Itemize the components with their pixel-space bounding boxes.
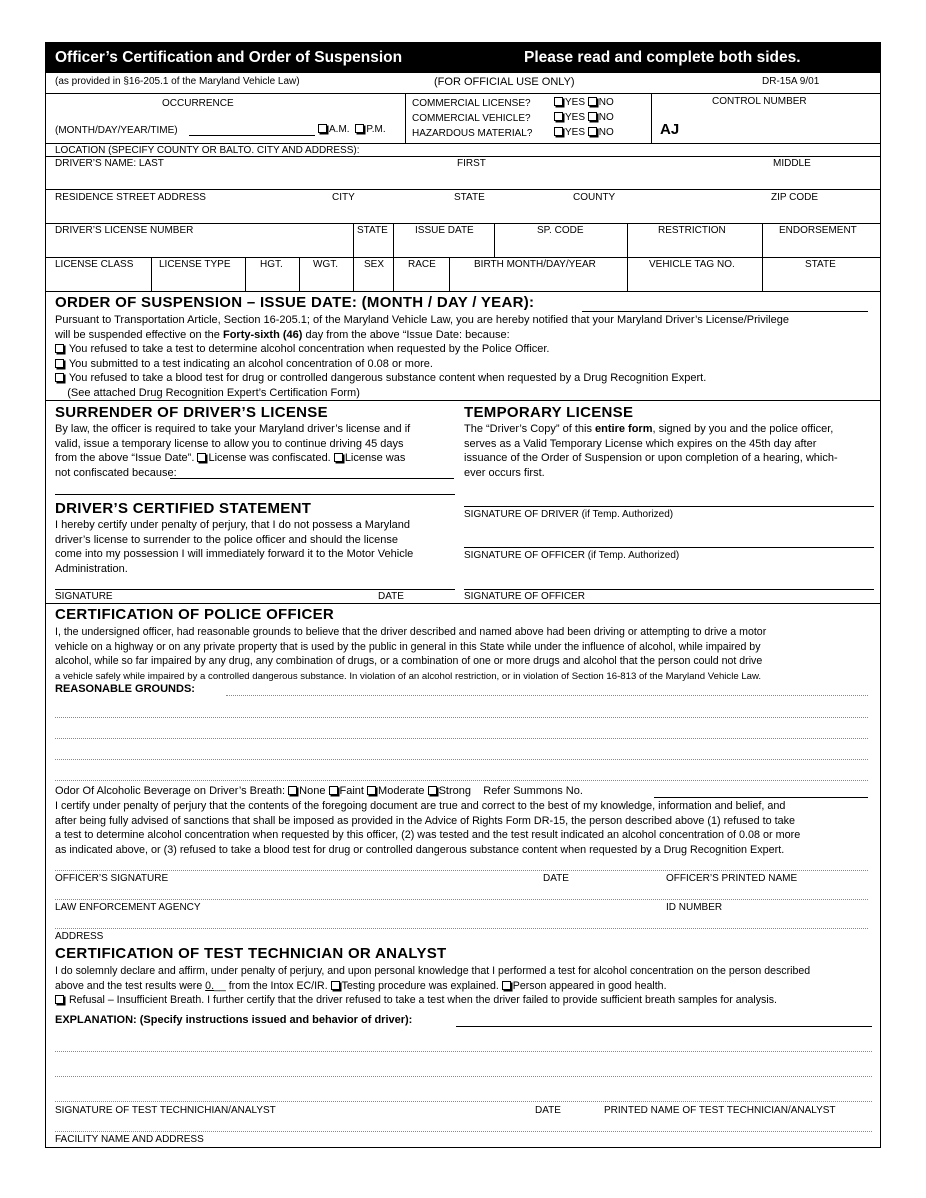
driver-middle-name-label: MIDDLE <box>773 158 811 169</box>
refused-test-option: You refused to take a test to determine alcohol concentration when requested by the Police Officer. <box>68 343 550 355</box>
location-label: LOCATION (SPECIFY COUNTY OR BALTO. CITY AND ADDRESS): <box>55 145 360 156</box>
suspension-form <box>45 42 881 1148</box>
driver-statement-text: I hereby certify under penalty of perjury, that I do not possess a Maryland driver’s license to surrender to the police officer and should the license come into my possession I will immediately forward it to the Motor Vehicle Administration. <box>55 519 414 575</box>
not-confiscated-reason-field[interactable] <box>170 478 454 479</box>
commercial-vehicle-label: COMMERCIAL VEHICLE? <box>412 113 531 124</box>
restriction-label: RESTRICTION <box>658 225 726 236</box>
officer-printed-name-label: OFFICER’S PRINTED NAME <box>666 873 798 884</box>
temporary-license-text: The “Driver’s Copy” of this entire form, signed by you and the police officer, serves as a Valid Temporary License which expires on the 45th day after issuance of the Order of Suspension or upon completion of a hearing, which- ever occurs first. <box>464 423 838 479</box>
occurrence-datetime-label: (MONTH/DAY/YEAR/TIME) <box>55 125 178 136</box>
checkbox-icon[interactable] <box>331 981 340 990</box>
pm-label: P.M. <box>366 124 386 135</box>
license-state-label: STATE <box>357 225 388 236</box>
surrender-text: By law, the officer is required to take your Maryland driver’s license and if valid, issue a temporary license to allow you to continue driving 45 days from the above “Issue Date”. License was confiscated. License was not confiscated because: <box>55 423 411 479</box>
checkbox-icon[interactable] <box>288 786 297 795</box>
checkbox-icon[interactable] <box>55 373 64 382</box>
issue-date-field[interactable] <box>582 311 868 312</box>
checkbox-icon[interactable] <box>588 127 597 136</box>
driver-first-name-label: FIRST <box>457 158 486 169</box>
checkbox-icon[interactable] <box>355 124 364 133</box>
reasonable-grounds-line[interactable] <box>55 717 868 718</box>
birth-date-label: BIRTH MONTH/DAY/YEAR <box>474 259 596 270</box>
sp-code-label: SP. CODE <box>537 225 584 236</box>
checkbox-icon[interactable] <box>197 453 206 462</box>
technician-certification-text: I do solemnly declare and affirm, under penalty of perjury, and upon personal knowledge that I performed a test for alcohol concentration on the person described above and the test results were 0.__ from the Intox EC/IR. Testing procedure was explained. Person appeared in good health. Refusal – Insufficient Breath. I further certify that the driver refused to take a test when the driver failed to provide sufficient breath samples for analysis. <box>55 965 811 1006</box>
agency-label: LAW ENFORCEMENT AGENCY <box>55 902 201 913</box>
address-label: ADDRESS <box>55 931 104 942</box>
license-class-label: LICENSE CLASS <box>55 259 134 270</box>
driver-statement-signature-line[interactable] <box>55 589 455 590</box>
officer-perjury-certification: I certify under penalty of perjury that the contents of the foregoing document are true and correct to the best of my knowledge, information and belief, and after being fully advised of sanctions that shall be imposed as provided in the Advice of Rights Form DR-15, the person described above (1) refused to take a test to determine alcohol concentration when requested by this officer, (2) was tested and the test result indicated an alcohol concentration of 0.08 or more as indicated above, or (3) refused to take a blood test for drug or controlled dangerous substance content when requested by a Drug Recognition Expert. <box>55 800 801 856</box>
license-type-label: LICENSE TYPE <box>159 259 231 270</box>
explanation-line[interactable] <box>55 1051 872 1052</box>
checkbox-icon[interactable] <box>554 112 563 121</box>
driver-signature-label: SIGNATURE <box>55 591 113 602</box>
reasonable-grounds-line[interactable] <box>55 738 868 739</box>
commercial-vehicle-options: YES NO <box>554 112 614 123</box>
sex-label: SEX <box>364 259 385 270</box>
commercial-license-options: YES NO <box>554 97 614 108</box>
reasonable-grounds-line[interactable] <box>55 780 868 781</box>
officer-signature-line[interactable] <box>464 589 874 590</box>
state-label: STATE <box>454 192 485 203</box>
officer-date-label: DATE <box>543 873 569 884</box>
id-number-label: ID NUMBER <box>666 902 723 913</box>
checkbox-icon[interactable] <box>55 344 64 353</box>
checkbox-icon[interactable] <box>329 786 338 795</box>
tag-state-label: STATE <box>805 259 836 270</box>
checkbox-icon[interactable] <box>554 97 563 106</box>
control-number-label: CONTROL NUMBER <box>712 96 807 107</box>
checkbox-icon[interactable] <box>502 981 511 990</box>
driver-temp-signature-line[interactable] <box>464 506 874 507</box>
form-title: Officer’s Certification and Order of Suspension <box>55 49 403 66</box>
officer-signature-label: SIGNATURE OF OFFICER <box>464 591 585 602</box>
explanation-line[interactable] <box>55 1076 872 1077</box>
am-label: A.M. <box>329 124 350 135</box>
checkbox-icon[interactable] <box>554 127 563 136</box>
summons-number-field[interactable] <box>654 797 868 798</box>
explanation-line[interactable] <box>55 1101 872 1102</box>
official-use-label: (FOR OFFICIAL USE ONLY) <box>434 76 575 88</box>
officer-signature-field-label: OFFICER’S SIGNATURE <box>55 873 169 884</box>
license-number-label: DRIVER’S LICENSE NUMBER <box>55 225 194 236</box>
reasonable-grounds-line[interactable] <box>55 759 868 760</box>
order-intro: Pursuant to Transportation Article, Section 16-205.1; of the Maryland Vehicle Law, you are hereby notified that your Maryland Driver’s License/Privilege will be suspended effective on the Forty-sixth (46) day from the above “Issue Date: because: You refused to take a test to determine alcohol concentration when requested by the Police Officer. You submitted to a test indicating an alcohol concentration of 0.08 or more. You refused to take a blood test for drug or controlled dangerous substance content when requested by a Drug Recognition Expert. (See attached Drug Recognition Expert’s Certification Form) <box>55 314 789 399</box>
police-certification-text: I, the undersigned officer, had reasonable grounds to believe that the driver described and named above had been driving or attempting to drive a motor vehicle on a highway or on any private property that is used by the public in general in this State while under the influence of alcohol, while impaired by alcohol, while so far impaired by any drug, any combination of drugs, or a combination of one or more drugs and alcohol that the person could not drive a vehicle safely while impaired by a controlled dangerous substance. In violation of an alcohol restriction, or in violation of Section 16-813 of the Maryland Vehicle Law. <box>55 626 767 682</box>
reasonable-grounds-label: REASONABLE GROUNDS: <box>55 683 195 695</box>
commercial-license-label: COMMERCIAL LICENSE? <box>412 98 531 109</box>
height-label: HGT. <box>260 259 283 270</box>
odor-row: Odor Of Alcoholic Beverage on Driver’s Breath: None Faint Moderate Strong Refer Summons No. <box>55 785 583 797</box>
hazardous-material-options: YES NO <box>554 127 614 138</box>
officer-temp-signature-line[interactable] <box>464 547 874 548</box>
technician-date-label: DATE <box>535 1105 561 1116</box>
reasonable-grounds-line[interactable] <box>226 695 868 696</box>
facility-label: FACILITY NAME AND ADDRESS <box>55 1134 204 1145</box>
statute-reference: (as provided in §16-205.1 of the Maryland Vehicle Law) <box>55 76 300 87</box>
vehicle-tag-label: VEHICLE TAG NO. <box>649 259 735 270</box>
checkbox-icon[interactable] <box>428 786 437 795</box>
city-label: CITY <box>332 192 355 203</box>
test-result-option: You submitted to a test indicating an alcohol concentration of 0.08 or more. <box>68 357 433 370</box>
checkbox-icon[interactable] <box>55 995 64 1004</box>
technician-signature-label: SIGNATURE OF TEST TECHNICHIAN/ANALYST <box>55 1105 276 1116</box>
hazardous-material-label: HAZARDOUS MATERIAL? <box>412 128 533 139</box>
county-label: COUNTY <box>573 192 616 203</box>
checkbox-icon[interactable] <box>334 453 343 462</box>
zip-code-label: ZIP CODE <box>771 192 819 203</box>
checkbox-icon[interactable] <box>55 359 64 368</box>
driver-signature-date-label: DATE <box>378 591 404 602</box>
checkbox-icon[interactable] <box>588 97 597 106</box>
checkbox-icon[interactable] <box>318 124 327 133</box>
title-bar <box>46 43 880 73</box>
not-confiscated-reason-field-2[interactable] <box>55 494 455 495</box>
driver-last-name-label: DRIVER’S NAME: LAST <box>55 158 164 169</box>
driver-statement-heading: DRIVER’S CERTIFIED STATEMENT <box>55 500 312 517</box>
driver-temp-signature-label: SIGNATURE OF DRIVER (if Temp. Authorized) <box>464 509 674 520</box>
weight-label: WGT. <box>313 259 338 270</box>
occurrence-label: OCCURRENCE <box>162 98 234 109</box>
explanation-label: EXPLANATION: (Specify instructions issued and behavior of driver): <box>55 1014 413 1026</box>
occurrence-datetime-field[interactable] <box>189 135 315 136</box>
refused-blood-test-option: You refused to take a blood test for drug or controlled dangerous substance content when requested by a Drug Recognition Expert. <box>68 372 707 384</box>
officer-temp-signature-label: SIGNATURE OF OFFICER (if Temp. Authorized) <box>464 550 680 561</box>
issue-date-label: ISSUE DATE <box>415 225 474 236</box>
order-of-suspension-heading: ORDER OF SUSPENSION – ISSUE DATE: (MONTH / DAY / YEAR): <box>55 294 535 311</box>
checkbox-icon[interactable] <box>367 786 376 795</box>
surrender-heading: SURRENDER OF DRIVER’S LICENSE <box>55 404 328 421</box>
technician-printed-name-label: PRINTED NAME OF TEST TECHNICIAN/ANALYST <box>604 1105 836 1116</box>
temporary-license-heading: TEMPORARY LICENSE <box>464 404 634 421</box>
instruction-banner: Please read and complete both sides. <box>524 49 801 66</box>
technician-certification-heading: CERTIFICATION OF TEST TECHNICIAN OR ANALYST <box>55 945 447 962</box>
checkbox-icon[interactable] <box>588 112 597 121</box>
form-number: DR-15A 9/01 <box>762 76 820 87</box>
control-number-prefix: AJ <box>660 121 680 138</box>
race-label: RACE <box>408 259 436 270</box>
street-address-label: RESIDENCE STREET ADDRESS <box>55 192 206 203</box>
police-certification-heading: CERTIFICATION OF POLICE OFFICER <box>55 606 335 623</box>
endorsement-label: ENDORSEMENT <box>779 225 857 236</box>
explanation-line[interactable] <box>456 1026 872 1027</box>
